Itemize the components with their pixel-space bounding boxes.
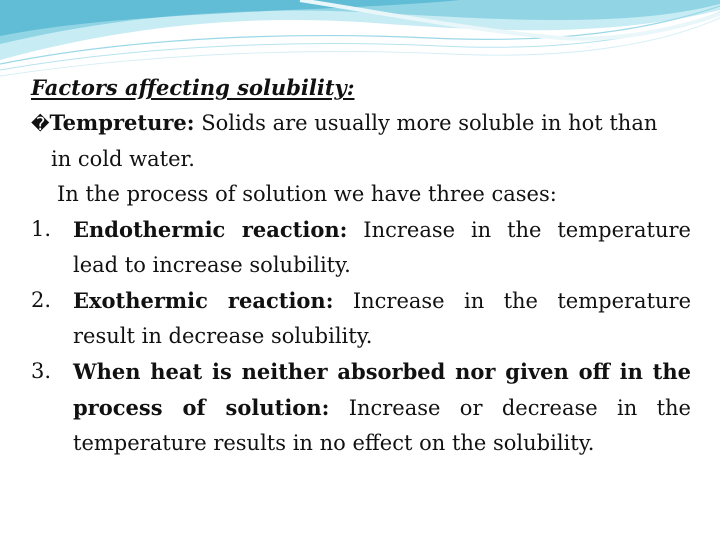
case-term: Endothermic reaction: bbox=[73, 217, 348, 242]
case-number: 2. bbox=[31, 288, 52, 312]
temperature-text-line2: in cold water. bbox=[51, 147, 195, 171]
cases-list bbox=[31, 212, 691, 461]
case-text: Increase in the temperature result in decrease solubility. bbox=[73, 289, 691, 348]
temperature-text-line1: Solids are usually more soluble in hot than bbox=[194, 111, 658, 135]
case-item-exothermic bbox=[31, 283, 691, 354]
bullet-glyph: � bbox=[31, 114, 50, 135]
case-text: Increase in the temperature lead to increase solubility. bbox=[73, 218, 691, 277]
case-number: 3. bbox=[31, 359, 52, 383]
case-number: 1. bbox=[31, 217, 52, 241]
case-term: Exothermic reaction: bbox=[73, 288, 334, 313]
case-item-endothermic bbox=[31, 212, 691, 283]
process-intro-line: In the process of solution we have three cases: bbox=[57, 182, 557, 206]
case-term: When heat is neither absorbed nor given off in the process of solution: bbox=[73, 359, 691, 420]
case-text: Increase or decrease in the temperature results in no effect on the solubility. bbox=[73, 396, 691, 455]
temperature-term: Tempreture: bbox=[49, 110, 195, 135]
slide-body bbox=[31, 70, 691, 461]
case-item-neutral bbox=[31, 354, 691, 461]
temperature-paragraph bbox=[31, 105, 691, 142]
slide-heading: Factors affecting solubility: bbox=[31, 75, 355, 100]
